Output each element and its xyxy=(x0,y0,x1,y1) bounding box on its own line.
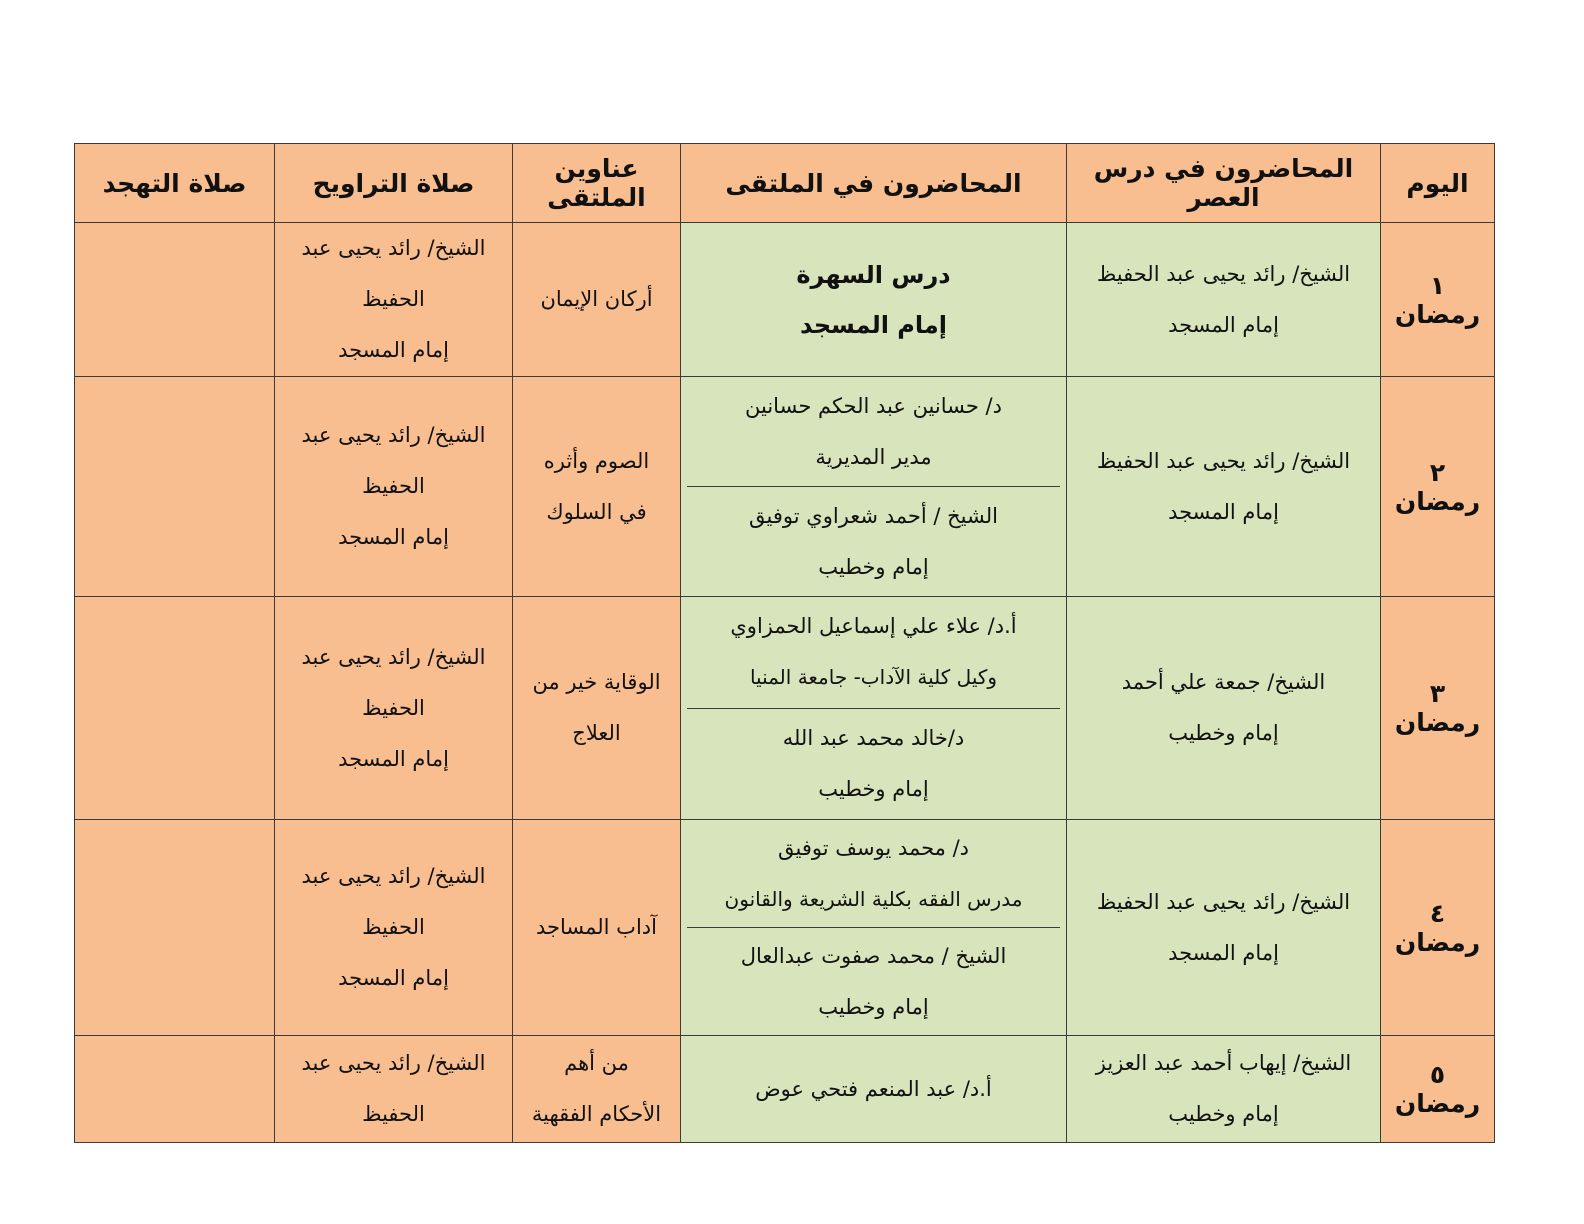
lecturer-role: مدير المديرية xyxy=(815,444,932,469)
taraweeh-cell xyxy=(275,597,513,820)
table-row xyxy=(75,597,1495,820)
title-line: الصوم وأثره xyxy=(543,448,650,473)
lecturer-block xyxy=(687,820,1060,927)
header-titles: عناوين الملتقى xyxy=(513,144,681,223)
header-taraweeh: صلاة التراويح xyxy=(275,144,513,223)
title-cell xyxy=(513,1036,681,1143)
header-lecturers: المحاضرون في الملتقى xyxy=(681,144,1067,223)
taraweeh-line: إمام المسجد xyxy=(338,966,449,990)
lecturers-cell xyxy=(681,223,1067,377)
header-asr: المحاضرون في درس العصر xyxy=(1067,144,1381,223)
title-line: العلاج xyxy=(572,721,621,745)
asr-name: الشيخ/ جمعة علي أحمد xyxy=(1121,670,1326,694)
lecturer-name: أ.د/ علاء علي إسماعيل الحمزاوي xyxy=(730,614,1017,639)
lecturer-name: الشيخ / محمد صفوت عبدالعال xyxy=(740,943,1007,968)
title-line: من أهم xyxy=(564,1051,629,1075)
day-cell: ٢ رمضان xyxy=(1381,377,1495,597)
asr-cell xyxy=(1067,377,1381,597)
taraweeh-line: الحفيظ xyxy=(362,695,425,720)
schedule-table xyxy=(74,143,1495,1143)
taraweeh-line: الحفيظ xyxy=(362,915,425,939)
asr-cell xyxy=(1067,1036,1381,1143)
lecturer-block xyxy=(687,927,1060,1035)
lecturer-role: إمام المسجد xyxy=(800,310,947,339)
table-row xyxy=(75,1036,1495,1143)
asr-name: الشيخ/ رائد يحيى عبد الحفيظ xyxy=(1096,448,1351,473)
asr-role: إمام المسجد xyxy=(1168,499,1279,524)
tahajjud-cell xyxy=(75,223,275,377)
lecturer-block xyxy=(687,377,1060,486)
lecturers-cell xyxy=(681,1036,1067,1143)
taraweeh-line: الشيخ/ رائد يحيى عبد xyxy=(301,644,486,669)
title-cell xyxy=(513,223,681,377)
lecturer-name: د/ حسانين عبد الحكم حسانين xyxy=(745,393,1002,418)
taraweeh-line: إمام المسجد xyxy=(338,525,449,549)
lecturer-role: مدرس الفقه بكلية الشريعة والقانون xyxy=(724,886,1023,911)
title-line: الأحكام الفقهية xyxy=(531,1102,662,1126)
asr-name: الشيخ/ رائد يحيى عبد الحفيظ xyxy=(1096,261,1351,286)
table-row xyxy=(75,223,1495,377)
asr-cell xyxy=(1067,820,1381,1036)
asr-cell xyxy=(1067,223,1381,377)
taraweeh-line: الحفيظ xyxy=(362,1102,425,1126)
day-cell: ٤ رمضان xyxy=(1381,820,1495,1036)
taraweeh-cell xyxy=(275,820,513,1036)
day-cell: ٣ رمضان xyxy=(1381,597,1495,820)
lecturer-role: وكيل كلية الآداب- جامعة المنيا xyxy=(749,665,998,690)
lecturer-name: الشيخ / أحمد شعراوي توفيق xyxy=(749,503,998,528)
taraweeh-line: الشيخ/ رائد يحيى عبد xyxy=(301,1051,486,1075)
taraweeh-line: إمام المسجد xyxy=(338,746,449,771)
lecturer-block xyxy=(687,708,1060,820)
title-line: في السلوك xyxy=(546,499,647,524)
asr-role: إمام المسجد xyxy=(1168,940,1279,965)
tahajjud-cell xyxy=(75,597,275,820)
asr-role: إمام وخطيب xyxy=(1168,1102,1279,1126)
title-line: الوقاية خير من xyxy=(532,670,661,694)
title-line: أركان الإيمان xyxy=(540,287,653,311)
day-cell: ٥ رمضان xyxy=(1381,1036,1495,1143)
taraweeh-line: إمام المسجد xyxy=(338,338,449,362)
lecturers-cell xyxy=(681,377,1067,597)
lecturers-cell xyxy=(681,820,1067,1036)
asr-role: إمام المسجد xyxy=(1168,312,1279,337)
day-cell: ١ رمضان xyxy=(1381,223,1495,377)
lecturer-name: د/خالد محمد عبد الله xyxy=(782,725,965,750)
title-cell xyxy=(513,820,681,1036)
lecturer-role: إمام وخطيب xyxy=(818,994,929,1019)
lecturer-role: إمام وخطيب xyxy=(818,776,929,801)
table-row xyxy=(75,820,1495,1036)
lecturer-block xyxy=(687,486,1060,596)
header-row xyxy=(75,144,1495,223)
table-row xyxy=(75,377,1495,597)
lecturer-block xyxy=(687,597,1060,708)
taraweeh-line: الشيخ/ رائد يحيى عبد xyxy=(301,423,486,447)
lecturer-role: إمام وخطيب xyxy=(818,554,929,579)
lecturers-cell xyxy=(681,597,1067,820)
taraweeh-line: الحفيظ xyxy=(362,474,425,498)
taraweeh-line: الشيخ/ رائد يحيى عبد xyxy=(301,864,486,888)
taraweeh-cell xyxy=(275,223,513,377)
taraweeh-line: الشيخ/ رائد يحيى عبد xyxy=(301,236,486,260)
taraweeh-cell xyxy=(275,1036,513,1143)
title-cell xyxy=(513,377,681,597)
asr-name: الشيخ/ رائد يحيى عبد الحفيظ xyxy=(1096,889,1351,914)
title-cell xyxy=(513,597,681,820)
asr-role: إمام وخطيب xyxy=(1168,721,1279,745)
asr-name: الشيخ/ إيهاب أحمد عبد العزيز xyxy=(1095,1051,1352,1075)
taraweeh-line: الحفيظ xyxy=(362,287,425,311)
lecturer-name: د/ محمد يوسف توفيق xyxy=(777,835,970,860)
tahajjud-cell xyxy=(75,820,275,1036)
lecturer-name: درس السهرة xyxy=(796,260,951,289)
title-line: آداب المساجد xyxy=(536,915,657,939)
lecturer-name: أ.د/ عبد المنعم فتحي عوض xyxy=(755,1076,992,1101)
header-day: اليوم xyxy=(1381,144,1495,223)
taraweeh-cell xyxy=(275,377,513,597)
tahajjud-cell xyxy=(75,1036,275,1143)
tahajjud-cell xyxy=(75,377,275,597)
asr-cell xyxy=(1067,597,1381,820)
header-tahajjud: صلاة التهجد xyxy=(75,144,275,223)
